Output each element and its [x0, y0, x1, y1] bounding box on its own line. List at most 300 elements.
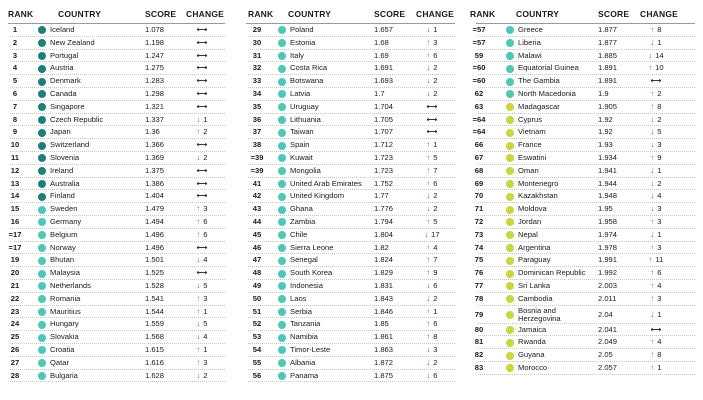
change-value: 3	[433, 37, 438, 47]
arrow-down-icon: ↓	[426, 357, 431, 367]
rank-cell: 5	[12, 76, 18, 86]
change-cell	[640, 306, 672, 324]
arrow-up-icon: ↑	[426, 216, 431, 226]
country-cell: Moldova	[518, 204, 547, 214]
table-row	[468, 114, 703, 127]
rank-header: RANK	[8, 9, 34, 19]
change-cell	[186, 178, 218, 191]
change-cell	[416, 50, 448, 63]
peace-level-dot-icon	[278, 180, 286, 188]
table-row	[238, 293, 463, 306]
peace-level-dot-icon	[506, 295, 514, 303]
arrow-down-icon: ↓	[650, 165, 655, 175]
change-cell	[640, 152, 672, 165]
change-value: 3	[203, 293, 208, 303]
change-value: 3	[203, 204, 208, 214]
score-cell: 1.705	[374, 114, 394, 124]
rank-cell: 78	[474, 293, 484, 303]
change-cell	[186, 88, 218, 101]
change-value: 6	[657, 268, 662, 278]
change-cell	[186, 370, 218, 383]
peace-level-dot-icon	[506, 218, 514, 226]
table-row	[238, 88, 463, 101]
country-cell: Finland	[50, 191, 75, 201]
country-cell: France	[518, 140, 542, 150]
arrow-down-icon: ↓	[196, 255, 201, 265]
rank-cell: 69	[474, 178, 484, 188]
rank-cell: 66	[474, 140, 484, 150]
rank-cell: 12	[10, 165, 20, 175]
table-row	[0, 216, 233, 229]
arrow-up-icon: ↑	[196, 357, 201, 367]
arrow-up-icon: ↑	[196, 344, 201, 354]
score-cell: 1.863	[374, 344, 394, 354]
country-cell: Hungary	[50, 319, 79, 329]
change-cell	[416, 280, 448, 293]
arrow-down-icon: ↓	[650, 127, 655, 137]
peace-level-dot-icon	[278, 52, 286, 60]
country-cell: Equatorial Guinea	[518, 63, 579, 73]
score-cell: 1.861	[374, 332, 394, 342]
change-value: 3	[657, 242, 662, 252]
country-cell: Oman	[518, 165, 539, 175]
peace-level-dot-icon	[278, 193, 286, 201]
country-header: COUNTRY	[516, 9, 560, 19]
peace-level-dot-icon	[506, 206, 514, 214]
table-row	[0, 293, 233, 306]
change-cell	[186, 357, 218, 370]
rank-cell: 16	[10, 216, 20, 226]
ranking-column-1	[0, 0, 233, 382]
change-cell	[416, 203, 448, 216]
change-value: 8	[433, 332, 438, 342]
peace-level-dot-icon	[506, 142, 514, 150]
table-row	[238, 165, 463, 178]
change-cell	[640, 101, 672, 114]
rank-cell: 70	[474, 191, 484, 201]
change-value: 6	[433, 178, 438, 188]
country-cell: Qatar	[50, 357, 69, 367]
score-cell: 1.078	[145, 25, 165, 34]
rank-cell: 1	[12, 25, 18, 34]
country-cell: Indonesia	[290, 280, 323, 290]
change-cell	[640, 139, 672, 152]
change-value: 2	[433, 191, 438, 201]
country-cell: Dominican Republic	[518, 268, 586, 278]
country-cell: Uruguay	[290, 101, 319, 111]
rank-header: RANK	[470, 9, 496, 19]
peace-level-dot-icon	[278, 308, 286, 316]
rank-cell: 76	[474, 268, 484, 278]
change-cell	[640, 229, 672, 242]
table-row	[468, 50, 703, 63]
change-value: 2	[657, 114, 662, 124]
change-value: 1	[657, 37, 662, 47]
arrow-down-icon: ↓	[196, 319, 201, 329]
rank-cell: =60	[472, 76, 486, 86]
peace-level-dot-icon	[38, 154, 46, 162]
score-cell: 1.944	[598, 178, 618, 188]
change-cell	[416, 242, 448, 255]
arrow-up-icon: ↑	[196, 229, 201, 239]
change-value: 2	[203, 152, 208, 162]
no-change-icon: ⟷	[196, 63, 208, 73]
rank-cell: 52	[252, 319, 262, 329]
country-cell: Malawi	[518, 50, 542, 60]
table-row	[238, 24, 463, 37]
change-value: 3	[203, 357, 208, 367]
change-cell	[640, 37, 672, 50]
peace-level-dot-icon	[278, 26, 286, 34]
peace-level-dot-icon	[278, 346, 286, 354]
change-cell	[186, 139, 218, 152]
rank-cell: 72	[474, 216, 484, 226]
no-change-icon: ⟷	[426, 114, 438, 124]
peace-level-dot-icon	[278, 334, 286, 342]
table-row	[468, 62, 703, 75]
country-cell: Bulgaria	[50, 370, 78, 380]
country-cell: Netherlands	[50, 280, 91, 290]
change-cell	[186, 306, 218, 319]
peace-level-dot-icon	[506, 103, 514, 111]
change-cell	[416, 62, 448, 75]
peace-level-dot-icon	[38, 206, 46, 214]
arrow-down-icon: ↓	[426, 88, 431, 98]
country-cell: Croatia	[50, 344, 75, 354]
country-cell: United Kingdom	[290, 191, 345, 201]
rank-cell: 26	[10, 344, 20, 354]
rank-cell: 62	[474, 88, 484, 98]
change-value: 10	[655, 63, 664, 73]
country-cell: Austria	[50, 63, 74, 73]
rank-cell: 79	[474, 309, 484, 319]
country-header: COUNTRY	[58, 9, 102, 19]
change-cell	[416, 126, 448, 139]
country-cell: Albania	[290, 357, 316, 367]
country-cell: Switzerland	[50, 140, 90, 150]
rank-cell: =17	[8, 242, 22, 252]
table-row	[238, 37, 463, 50]
country-cell: Guyana	[518, 350, 545, 360]
change-value: 1	[657, 229, 662, 239]
arrow-down-icon: ↓	[650, 309, 655, 319]
peace-level-dot-icon	[506, 193, 514, 201]
no-change-icon: ⟷	[650, 76, 662, 86]
score-cell: 2.049	[598, 337, 618, 347]
change-value: 9	[657, 152, 662, 162]
score-cell: 1.712	[374, 140, 394, 150]
peace-level-dot-icon	[38, 359, 46, 367]
change-value: 5	[433, 216, 438, 226]
change-cell	[640, 203, 672, 216]
peace-level-dot-icon	[278, 65, 286, 73]
country-cell: Singapore	[50, 101, 85, 111]
arrow-down-icon: ↓	[650, 191, 655, 201]
change-cell	[640, 267, 672, 280]
arrow-up-icon: ↑	[650, 293, 655, 303]
rank-cell: 49	[252, 280, 262, 290]
rank-cell: 37	[252, 127, 262, 137]
score-cell: 1.68	[374, 37, 389, 47]
peace-level-dot-icon	[278, 116, 286, 124]
country-cell: Lithuania	[290, 114, 321, 124]
country-cell: Germany	[50, 216, 82, 226]
table-row	[468, 88, 703, 101]
change-value: 4	[657, 337, 662, 347]
country-cell: Zambia	[290, 216, 316, 226]
arrow-down-icon: ↓	[426, 25, 431, 34]
rank-cell: 53	[252, 332, 262, 342]
change-cell	[640, 280, 672, 293]
score-cell: 1.496	[145, 229, 165, 239]
country-cell: Norway	[50, 242, 76, 252]
arrow-down-icon: ↓	[196, 114, 201, 124]
table-row	[468, 24, 703, 37]
change-cell	[416, 152, 448, 165]
arrow-up-icon: ↑	[196, 216, 201, 226]
peace-level-dot-icon	[278, 244, 286, 252]
score-cell: 1.657	[374, 25, 394, 34]
score-cell: 1.872	[374, 357, 394, 367]
change-value: 4	[657, 191, 662, 201]
ranking-column-2	[238, 0, 463, 382]
table-row	[468, 349, 703, 362]
arrow-down-icon: ↓	[196, 370, 201, 380]
rank-cell: 2	[12, 37, 18, 47]
change-cell	[416, 344, 448, 357]
score-cell: 2.057	[598, 362, 618, 372]
peace-level-dot-icon	[38, 308, 46, 316]
table-row	[238, 75, 463, 88]
table-row	[0, 152, 233, 165]
no-change-icon: ⟷	[196, 140, 208, 150]
change-cell	[640, 126, 672, 139]
change-cell	[416, 229, 448, 242]
arrow-down-icon: ↓	[426, 204, 431, 214]
score-cell: 1.616	[145, 357, 165, 367]
peace-level-dot-icon	[506, 352, 514, 360]
rank-cell: 47	[252, 255, 262, 265]
table-row	[0, 165, 233, 178]
arrow-down-icon: ↓	[426, 63, 431, 73]
rank-cell: 21	[10, 280, 20, 290]
score-cell: 1.752	[374, 178, 394, 188]
country-cell: The Gambia	[518, 76, 560, 86]
arrow-up-icon: ↑	[648, 255, 653, 265]
score-cell: 1.905	[598, 101, 618, 111]
change-cell	[416, 37, 448, 50]
arrow-up-icon: ↑	[650, 216, 655, 226]
country-cell: Laos	[290, 293, 307, 303]
table-row	[468, 101, 703, 114]
score-cell: 1.95	[598, 204, 613, 214]
peace-level-dot-icon	[38, 103, 46, 111]
score-cell: 1.283	[145, 76, 165, 86]
column-header	[468, 0, 703, 24]
table-row	[238, 190, 463, 203]
table-row	[238, 357, 463, 370]
change-value: 2	[203, 127, 208, 137]
change-cell	[186, 267, 218, 280]
arrow-down-icon: ↓	[650, 204, 655, 214]
arrow-down-icon: ↓	[650, 37, 655, 47]
change-header: CHANGE	[640, 9, 679, 19]
arrow-up-icon: ↑	[196, 204, 201, 214]
score-cell: 1.366	[145, 140, 165, 150]
table-row	[468, 139, 703, 152]
change-value: 11	[655, 255, 664, 265]
score-cell: 1.615	[145, 344, 165, 354]
country-cell: Taiwan	[290, 127, 314, 137]
change-cell	[186, 190, 218, 203]
country-header: COUNTRY	[288, 9, 332, 19]
country-cell: Cyprus	[518, 114, 543, 124]
change-cell	[186, 24, 218, 37]
score-cell: 1.496	[145, 242, 165, 252]
change-cell	[416, 190, 448, 203]
peace-level-dot-icon	[506, 244, 514, 252]
change-cell	[640, 88, 672, 101]
change-cell	[640, 254, 672, 267]
arrow-down-icon: ↓	[426, 191, 431, 201]
peace-level-dot-icon	[278, 142, 286, 150]
rank-cell: =39	[250, 165, 264, 175]
table-row	[0, 178, 233, 191]
change-value: 1	[657, 362, 662, 372]
table-row	[238, 344, 463, 357]
arrow-down-icon: ↓	[196, 280, 201, 290]
change-value: 1	[203, 344, 208, 354]
peace-level-dot-icon	[506, 116, 514, 124]
change-value: 3	[657, 216, 662, 226]
change-value: 2	[657, 88, 662, 98]
arrow-up-icon: ↑	[650, 280, 655, 290]
table-row	[468, 336, 703, 349]
change-cell	[640, 293, 672, 306]
table-row	[0, 280, 233, 293]
score-cell: 1.568	[145, 332, 165, 342]
arrow-down-icon: ↓	[426, 76, 431, 86]
change-cell	[186, 114, 218, 127]
rank-cell: 67	[474, 152, 484, 162]
score-cell: 1.541	[145, 293, 165, 303]
change-value: 2	[433, 88, 438, 98]
peace-level-dot-icon	[278, 78, 286, 86]
rank-cell: 51	[252, 306, 262, 316]
change-cell	[186, 126, 218, 139]
peace-level-dot-icon	[506, 311, 514, 319]
rank-cell: 33	[252, 76, 262, 86]
country-cell: Estonia	[290, 37, 316, 47]
country-cell: Cambodia	[518, 293, 553, 303]
rank-cell: 48	[252, 268, 262, 278]
rank-cell: 74	[474, 242, 484, 252]
country-cell: New Zealand	[50, 37, 95, 47]
score-cell: 1.974	[598, 229, 618, 239]
arrow-down-icon: ↓	[424, 229, 429, 239]
score-cell: 1.804	[374, 229, 394, 239]
country-cell: Japan	[50, 127, 71, 137]
change-cell	[186, 344, 218, 357]
rank-header: RANK	[248, 9, 274, 19]
table-row	[0, 254, 233, 267]
change-value: 2	[433, 357, 438, 367]
peace-level-dot-icon	[506, 257, 514, 265]
change-header: CHANGE	[186, 9, 225, 19]
table-row	[468, 75, 703, 88]
score-cell: 1.69	[374, 50, 389, 60]
peace-level-dot-icon	[278, 282, 286, 290]
score-cell: 2.011	[598, 293, 617, 303]
peace-level-dot-icon	[278, 167, 286, 175]
country-cell: Sierra Leone	[290, 242, 334, 252]
country-cell: Botswana	[290, 76, 324, 86]
change-value: 6	[433, 280, 438, 290]
country-cell: Spain	[290, 140, 310, 150]
rank-cell: 7	[12, 101, 18, 111]
peace-level-dot-icon	[506, 65, 514, 73]
peace-level-dot-icon	[38, 78, 46, 86]
arrow-down-icon: ↓	[650, 229, 655, 239]
score-cell: 1.369	[145, 152, 165, 162]
score-cell: 1.198	[145, 37, 165, 47]
score-cell: 1.992	[598, 268, 618, 278]
peace-level-dot-icon	[278, 295, 286, 303]
change-value: 1	[203, 114, 208, 124]
change-value: 1	[657, 165, 662, 175]
arrow-up-icon: ↑	[426, 178, 431, 188]
score-cell: 1.321	[145, 101, 165, 111]
no-change-icon: ⟷	[196, 25, 208, 34]
country-cell: Bosnia and Herzegovina	[518, 306, 561, 323]
change-cell	[186, 229, 218, 242]
rank-cell: =64	[472, 114, 486, 124]
table-row	[0, 331, 233, 344]
score-cell: 1.7	[374, 88, 385, 98]
no-change-icon: ⟷	[196, 50, 208, 60]
arrow-down-icon: ↓	[426, 280, 431, 290]
table-row	[468, 203, 703, 216]
change-cell	[640, 75, 672, 88]
table-row	[0, 139, 233, 152]
country-cell: Australia	[50, 178, 80, 188]
peace-level-dot-icon	[278, 321, 286, 329]
score-cell: 1.85	[374, 319, 389, 329]
peace-level-dot-icon	[278, 231, 286, 239]
change-value: 5	[657, 127, 662, 137]
arrow-down-icon: ↓	[650, 114, 655, 124]
score-cell: 1.77	[374, 191, 389, 201]
change-cell	[186, 293, 218, 306]
change-value: 8	[657, 101, 662, 111]
table-row	[468, 229, 703, 242]
arrow-up-icon: ↑	[426, 37, 431, 47]
score-cell: 1.375	[145, 165, 165, 175]
rank-cell: =57	[472, 25, 486, 34]
country-cell: Kazakhstan	[518, 191, 558, 201]
change-cell	[640, 242, 672, 255]
peace-level-dot-icon	[38, 321, 46, 329]
rank-cell: 35	[252, 101, 262, 111]
country-cell: Paraguay	[518, 255, 551, 265]
table-row	[468, 306, 703, 324]
change-cell	[186, 242, 218, 255]
arrow-up-icon: ↑	[426, 268, 431, 278]
change-value: 4	[203, 332, 208, 342]
change-cell	[186, 37, 218, 50]
rank-cell: 3	[12, 50, 18, 60]
table-row	[0, 267, 233, 280]
